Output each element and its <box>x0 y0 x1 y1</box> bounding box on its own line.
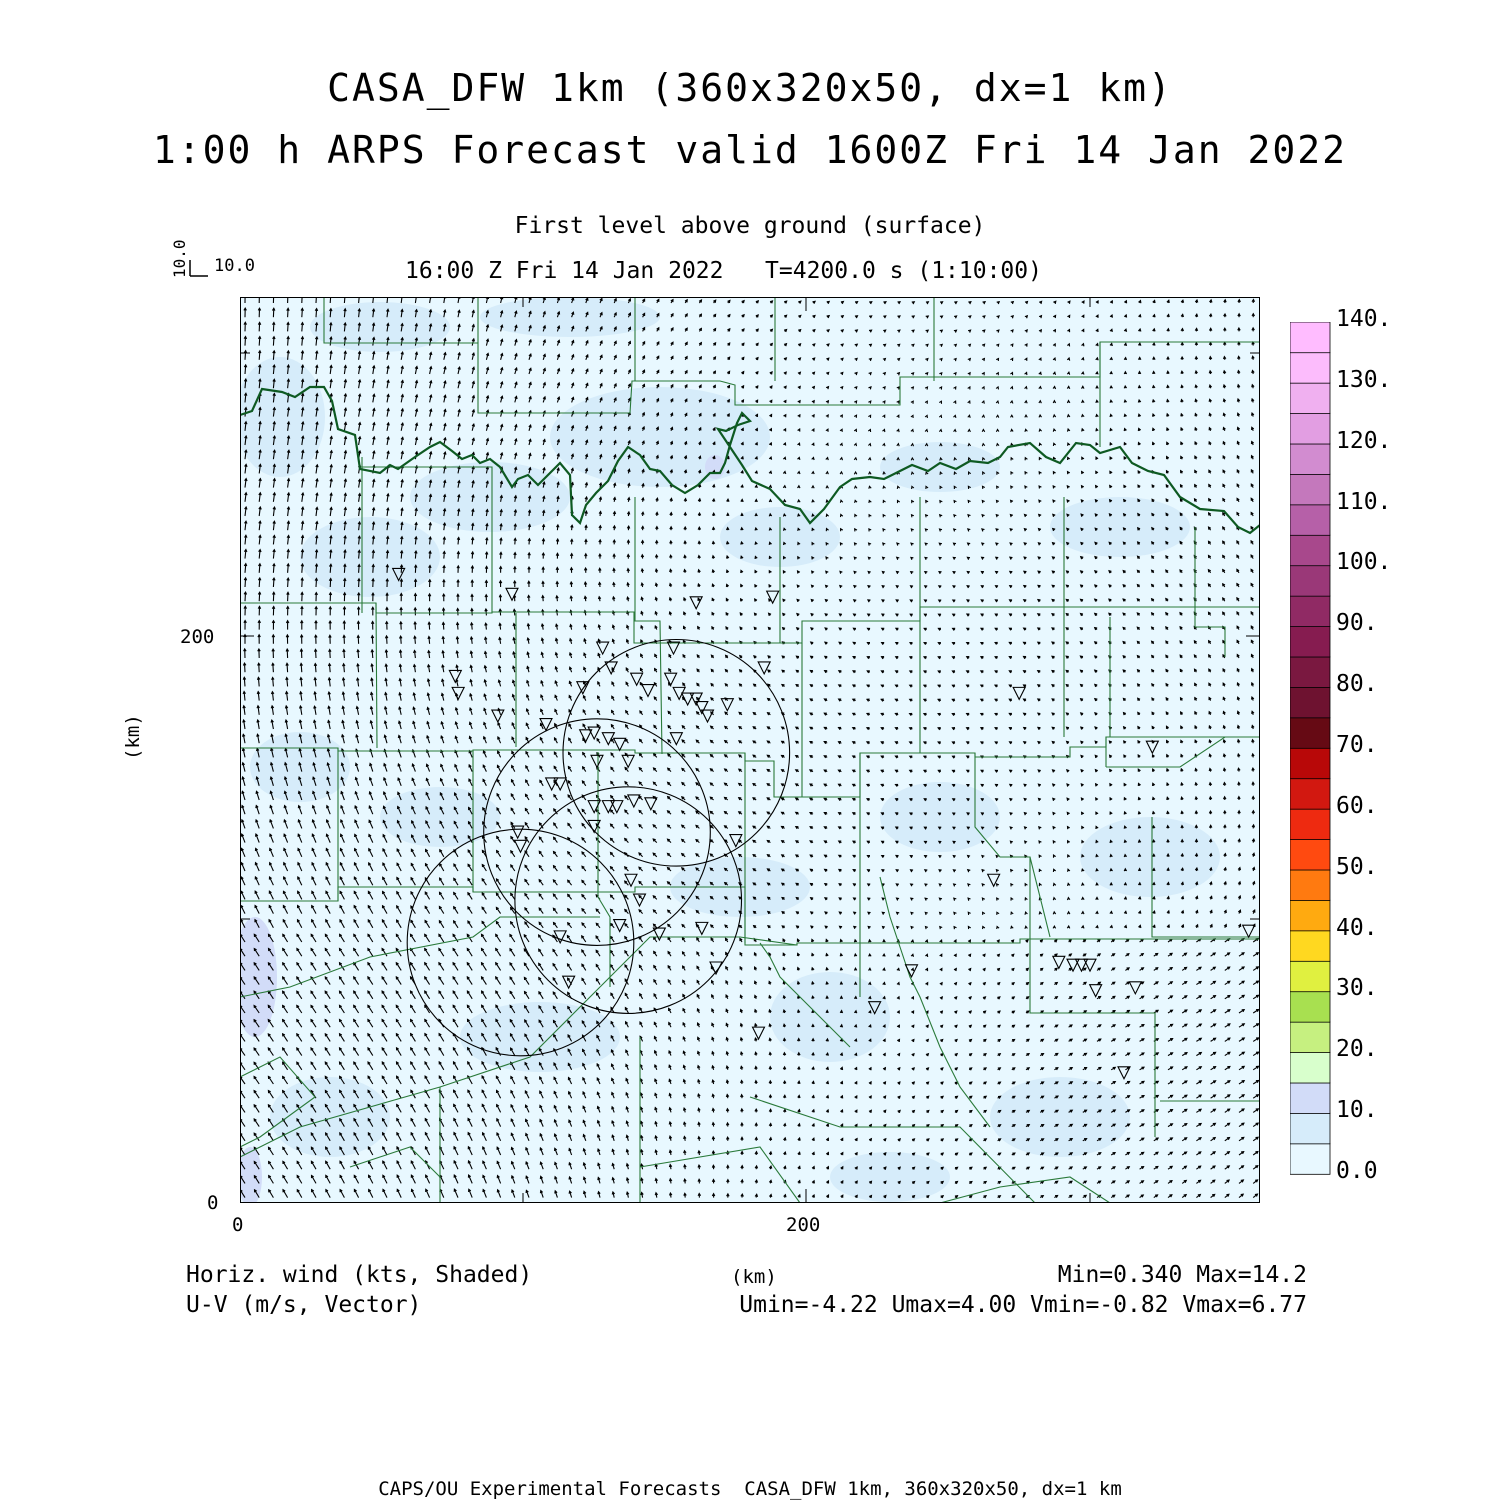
y-tick-0: 0 <box>207 1192 219 1214</box>
x-tick-0: 0 <box>232 1214 244 1236</box>
level-subtitle: First level above ground (surface) <box>514 213 986 239</box>
y-axis-unit: (km) <box>122 714 144 760</box>
time-subtitle: 16:00 Z Fri 14 Jan 2022 T=4200.0 s (1:10:00) <box>405 258 1042 284</box>
reference-vector-v-label: 10.0 <box>170 239 189 278</box>
y-tick-200: 200 <box>180 626 215 648</box>
x-tick-200: 200 <box>786 1214 821 1236</box>
reference-vector-u-label: 10.0 <box>214 256 255 276</box>
wind-map <box>240 297 1260 1203</box>
title-line-2: 1:00 h ARPS Forecast valid 1600Z Fri 14 Jan 2022 <box>152 128 1348 172</box>
x-axis-unit: (km) <box>731 1266 777 1288</box>
title-line-1: CASA_DFW 1km (360x320x50, dx=1 km) <box>327 66 1173 110</box>
